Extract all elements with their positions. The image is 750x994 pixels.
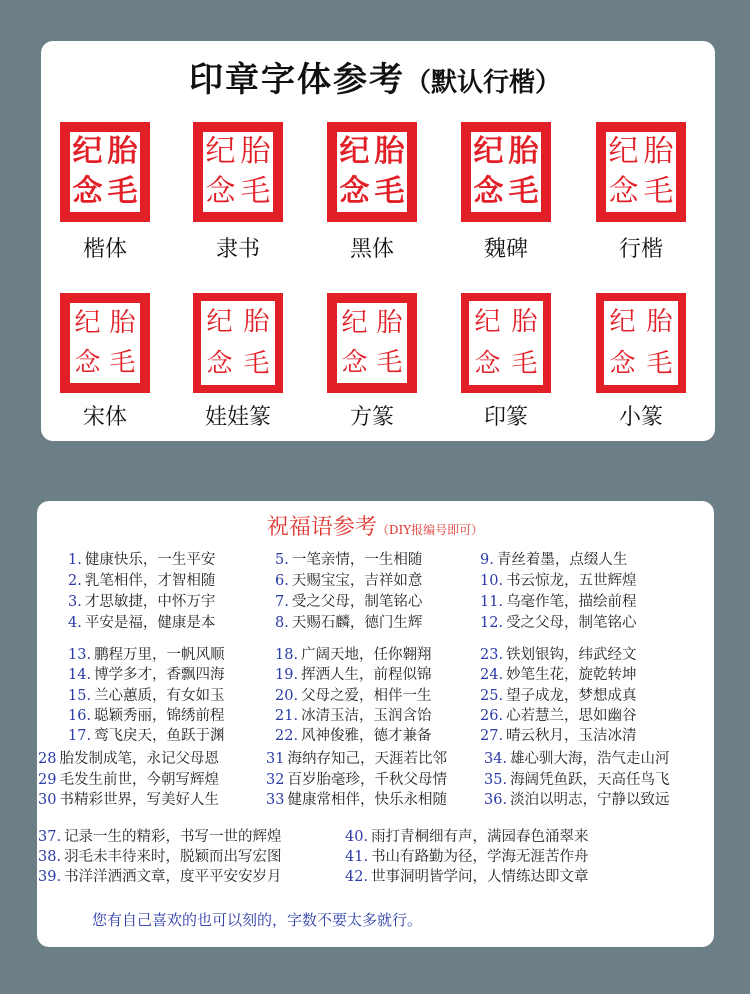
seal-character: 念	[609, 349, 636, 379]
blessing-text: 鹏程万里，一帆风顺	[94, 647, 225, 663]
blessing-number: 29	[38, 772, 57, 788]
blessing-number: 40.	[345, 829, 369, 845]
blessing-item	[480, 709, 637, 724]
seal-character: 纪	[205, 134, 236, 169]
blessing-item	[345, 830, 589, 845]
blessing-item	[345, 870, 589, 885]
font-style-label: 魏碑	[483, 237, 528, 262]
blessing-text: 书精彩世界，写美好人生	[59, 792, 219, 808]
seal-sample-10	[596, 293, 686, 393]
blessing-number: 12.	[480, 615, 504, 631]
blessing-number: 39.	[38, 869, 62, 885]
seal-sample-2	[193, 122, 283, 222]
seal-character: 胎	[374, 134, 405, 169]
blessing-item	[484, 773, 670, 788]
blessing-item	[480, 689, 637, 704]
blessing-text: 毛发生前世，今朝写辉煌	[59, 772, 219, 788]
blessing-title-main: 祝福语参考	[266, 515, 377, 540]
seal-character: 胎	[107, 134, 138, 169]
blessing-item	[68, 616, 215, 631]
seal-character: 念	[339, 174, 370, 209]
blessing-number: 30	[38, 792, 57, 808]
blessing-text: 天赐宝宝，吉祥如意	[291, 573, 423, 589]
font-style-label: 隶书	[215, 237, 260, 262]
font-style-label: 娃娃篆	[204, 405, 271, 430]
seal-character: 纪	[72, 134, 103, 169]
seal-character: 胎	[109, 308, 136, 338]
blessing-item	[275, 616, 422, 631]
blessing-text: 一笔亲情，一生相随	[291, 552, 423, 568]
seal-sample-9	[461, 293, 551, 393]
blessing-number: 23.	[480, 647, 504, 663]
blessing-number: 17.	[68, 728, 92, 744]
blessing-text: 健康快乐，一生平安	[84, 552, 216, 568]
blessing-text: 兰心蕙质，有女如玉	[94, 688, 225, 704]
blessing-text: 淡泊以明志，宁静以致远	[510, 792, 670, 808]
blessing-number: 3.	[68, 594, 82, 610]
blessing-text: 才思敏捷，中怀万宇	[84, 594, 216, 610]
seal-face	[337, 132, 407, 212]
seal-face	[70, 303, 140, 383]
seal-character: 毛	[109, 348, 136, 378]
seal-sample-3	[327, 122, 417, 222]
seal-character: 纪	[608, 134, 639, 169]
font-style-label: 印篆	[483, 405, 528, 430]
blessing-number: 27.	[480, 728, 504, 744]
seal-character: 纪	[339, 134, 370, 169]
blessing-item	[68, 574, 215, 589]
seal-face	[203, 132, 273, 212]
blessing-number: 35.	[484, 772, 508, 788]
blessing-text: 世事洞明皆学问，人情练达即文章	[371, 869, 589, 885]
blessing-number: 6.	[275, 573, 289, 589]
seal-character: 念	[341, 348, 368, 378]
blessing-title	[0, 510, 750, 541]
blessing-item	[275, 729, 432, 744]
blessing-number: 42.	[345, 869, 369, 885]
seal-character: 纪	[341, 308, 368, 338]
blessing-item	[68, 553, 215, 568]
blessing-text: 冰清玉洁，玉润含饴	[301, 708, 432, 724]
blessing-number: 41.	[345, 849, 369, 865]
blessing-number: 16.	[68, 708, 92, 724]
blessing-number: 2.	[68, 573, 82, 589]
seal-sample-6	[60, 293, 150, 393]
blessing-text: 青丝着墨，点缀人生	[496, 552, 628, 568]
blessing-item	[480, 668, 637, 683]
seal-character: 纪	[206, 307, 233, 337]
blessing-text: 广阔天地，任你翱翔	[301, 647, 432, 663]
seal-sample-5	[596, 122, 686, 222]
blessing-number: 24.	[480, 667, 504, 683]
blessing-number: 4.	[68, 615, 82, 631]
blessing-title-sub: （DIY报编号即可）	[376, 523, 484, 537]
blessing-item	[275, 648, 432, 663]
blessing-item	[38, 870, 282, 885]
seal-character: 念	[474, 349, 501, 379]
blessing-text: 天赐石麟，德门生辉	[291, 615, 423, 631]
blessing-text: 心若慧兰，思如幽谷	[506, 708, 637, 724]
blessing-number: 26.	[480, 708, 504, 724]
blessing-item	[480, 648, 637, 663]
seal-face	[469, 301, 543, 385]
seal-sample-4	[461, 122, 551, 222]
seal-character: 念	[74, 348, 101, 378]
font-reference-title-main: 印章字体参考	[188, 60, 405, 100]
seal-character: 念	[473, 174, 504, 209]
seal-face	[471, 132, 541, 212]
seal-character: 毛	[508, 174, 539, 209]
blessing-item	[68, 668, 225, 683]
blessing-number: 21.	[275, 708, 299, 724]
seal-character: 毛	[643, 174, 674, 209]
blessing-text: 受之父母，制笔铭心	[506, 615, 637, 631]
blessing-text: 书山有路勤为径，学海无涯苦作舟	[371, 849, 589, 865]
blessing-number: 8.	[275, 615, 289, 631]
font-style-label: 宋体	[82, 405, 127, 430]
blessing-item	[38, 830, 282, 845]
blessing-number: 10.	[480, 573, 504, 589]
seal-character: 胎	[511, 307, 538, 337]
seal-character: 纪	[474, 307, 501, 337]
blessing-number: 13.	[68, 647, 92, 663]
blessing-number: 38.	[38, 849, 62, 865]
seal-character: 念	[72, 174, 103, 209]
seal-character: 胎	[243, 307, 270, 337]
blessing-item	[266, 773, 447, 788]
blessing-number: 34.	[484, 751, 508, 767]
font-style-label: 黑体	[349, 237, 394, 262]
blessing-text: 海阔凭鱼跃，天高任鸟飞	[510, 772, 670, 788]
blessing-number: 33	[266, 792, 285, 808]
blessing-number: 25.	[480, 688, 504, 704]
seal-sample-7	[193, 293, 283, 393]
blessing-item	[266, 793, 447, 808]
seal-character: 毛	[107, 174, 138, 209]
blessing-item	[275, 668, 432, 683]
seal-character: 毛	[376, 348, 403, 378]
seal-character: 胎	[240, 134, 271, 169]
seal-character: 念	[206, 349, 233, 379]
blessing-text: 雨打青桐细有声，满园春色涌翠来	[371, 829, 589, 845]
seal-face	[70, 132, 140, 212]
font-style-label: 楷体	[82, 237, 127, 262]
blessing-text: 挥洒人生，前程似锦	[301, 667, 432, 683]
blessing-number: 20.	[275, 688, 299, 704]
seal-character: 纪	[609, 307, 636, 337]
blessing-number: 5.	[275, 552, 289, 568]
blessing-text: 胎发制成笔，永记父母恩	[59, 751, 219, 767]
blessing-item	[68, 729, 225, 744]
blessing-item	[38, 752, 219, 767]
blessing-item	[68, 648, 225, 663]
seal-character: 毛	[243, 349, 270, 379]
blessing-number: 36.	[484, 792, 508, 808]
font-style-label: 行楷	[618, 237, 663, 262]
blessing-text: 记录一生的精彩，书写一世的辉煌	[64, 829, 282, 845]
blessing-item	[480, 574, 637, 589]
blessing-text: 晴云秋月，玉洁冰清	[506, 728, 637, 744]
blessing-item	[484, 793, 670, 808]
blessing-item	[484, 752, 670, 767]
blessing-item	[266, 752, 447, 767]
blessing-text: 父母之爱，相伴一生	[301, 688, 432, 704]
blessing-number: 37.	[38, 829, 62, 845]
blessing-text: 书洋洋洒洒文章，度平平安安岁月	[64, 869, 282, 885]
blessing-text: 铁划银钩，纬武经文	[506, 647, 637, 663]
font-style-label: 小篆	[618, 405, 663, 430]
blessing-text: 书云惊龙，五世辉煌	[506, 573, 637, 589]
seal-character: 纪	[74, 308, 101, 338]
blessing-item	[275, 709, 432, 724]
blessing-text: 受之父母，制笔铭心	[291, 594, 423, 610]
blessing-number: 15.	[68, 688, 92, 704]
blessing-text: 风神俊雅，德才兼备	[301, 728, 432, 744]
seal-sample-1	[60, 122, 150, 222]
blessing-item	[38, 850, 282, 865]
blessing-item	[480, 553, 627, 568]
blessing-number: 9.	[480, 552, 494, 568]
blessing-item	[275, 553, 422, 568]
blessing-item	[275, 574, 422, 589]
seal-character: 胎	[643, 134, 674, 169]
blessing-text: 乌毫作笔，描绘前程	[506, 594, 637, 610]
blessing-text: 羽毛未丰待来时，脱颖而出写宏图	[64, 849, 282, 865]
font-reference-title	[0, 52, 750, 101]
blessing-item	[345, 850, 589, 865]
blessing-text: 平安是福，健康是本	[84, 615, 216, 631]
blessing-item	[480, 595, 637, 610]
seal-face	[606, 132, 676, 212]
blessing-number: 18.	[275, 647, 299, 663]
blessing-number: 32	[266, 772, 285, 788]
seal-character: 毛	[374, 174, 405, 209]
blessing-text: 博学多才，香飘四海	[94, 667, 225, 683]
blessing-text: 百岁胎毫珍，千秋父母情	[287, 772, 447, 788]
blessing-number: 7.	[275, 594, 289, 610]
seal-sample-8	[327, 293, 417, 393]
blessing-text: 海纳存知己，天涯若比邻	[287, 751, 447, 767]
blessing-item	[38, 773, 219, 788]
blessing-text: 雄心驯大海，浩气走山河	[510, 751, 670, 767]
blessing-text: 健康常相伴，快乐永相随	[287, 792, 447, 808]
blessing-number: 19.	[275, 667, 299, 683]
blessing-text: 妙笔生花，旋乾转坤	[506, 667, 637, 683]
blessing-item	[275, 689, 432, 704]
seal-character: 念	[608, 174, 639, 209]
blessing-text: 聪颖秀丽，锦绣前程	[94, 708, 225, 724]
blessing-item	[480, 729, 637, 744]
seal-face	[337, 303, 407, 383]
seal-character: 毛	[511, 349, 538, 379]
blessing-number: 1.	[68, 552, 82, 568]
seal-character: 念	[205, 174, 236, 209]
blessing-item	[480, 616, 637, 631]
blessing-number: 31	[266, 751, 285, 767]
seal-character: 毛	[240, 174, 271, 209]
blessing-text: 乳笔相伴，才智相随	[84, 573, 216, 589]
blessing-text: 鸾飞戾天，鱼跃于渊	[94, 728, 225, 744]
blessing-number: 11.	[480, 594, 504, 610]
seal-character: 毛	[646, 349, 673, 379]
blessing-item	[68, 709, 225, 724]
blessing-number: 22.	[275, 728, 299, 744]
seal-character: 胎	[646, 307, 673, 337]
blessing-number: 14.	[68, 667, 92, 683]
blessing-item	[68, 595, 215, 610]
blessing-item	[275, 595, 422, 610]
blessing-text: 望子成龙，梦想成真	[506, 688, 637, 704]
font-style-label: 方篆	[349, 405, 394, 430]
seal-character: 纪	[473, 134, 504, 169]
seal-character: 胎	[376, 308, 403, 338]
seal-face	[201, 301, 275, 385]
footer-note: 您有自己喜欢的也可以刻的，字数不要太多就行。	[92, 911, 423, 929]
blessing-number: 28	[38, 751, 57, 767]
font-reference-title-sub: （默认行楷）	[404, 68, 561, 98]
seal-face	[604, 301, 678, 385]
seal-character: 胎	[508, 134, 539, 169]
blessing-item	[38, 793, 219, 808]
blessing-item	[68, 689, 225, 704]
